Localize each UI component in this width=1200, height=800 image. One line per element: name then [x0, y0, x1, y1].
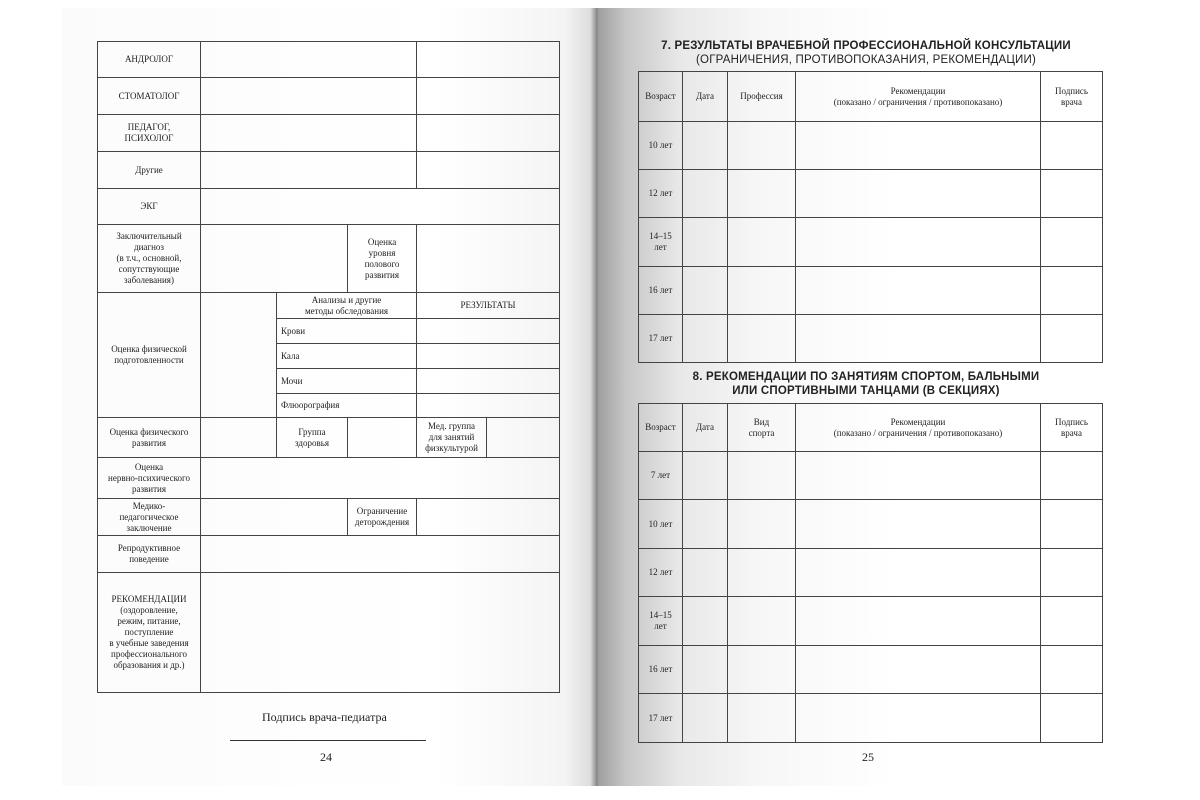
row-label-physical-development: Оценка физического развития — [98, 418, 201, 458]
signature-line — [230, 740, 426, 741]
signature-cell — [1041, 597, 1103, 646]
cell-final-diagnosis-value — [201, 225, 348, 293]
profession-cell — [728, 315, 796, 363]
signature-cell — [1041, 646, 1103, 694]
cell-childbearing-limit-value — [417, 499, 560, 536]
header-age: Возраст — [639, 72, 683, 122]
cell-others-value — [201, 152, 417, 189]
table-row — [639, 549, 1103, 597]
cell-psychologist-extra — [417, 115, 560, 152]
cell-dentist-extra — [417, 78, 560, 115]
table-row — [639, 500, 1103, 549]
label-med-group: Мед. группа для занятий физкультурой — [417, 418, 487, 458]
sport-cell — [728, 500, 796, 549]
medical-exam-table — [97, 41, 560, 693]
header-recommendations: Рекомендации (показано / ограничения / противопоказано) — [796, 404, 1041, 452]
row-label-andrologist: АНДРОЛОГ — [98, 42, 201, 78]
result-fluorography — [417, 394, 560, 418]
cell-psychologist-value — [201, 115, 417, 152]
recommendation-cell — [796, 694, 1041, 743]
date-cell — [683, 267, 728, 315]
date-cell — [683, 646, 728, 694]
date-cell — [683, 549, 728, 597]
age-cell: 17 лет — [639, 315, 683, 363]
header-signature: Подпись врача — [1041, 404, 1103, 452]
cell-dentist-value — [201, 78, 417, 115]
row-label-neuro-development: Оценка нервно-психического развития — [98, 458, 201, 499]
sport-cell — [728, 452, 796, 500]
date-cell — [683, 122, 728, 170]
recommendation-cell — [796, 597, 1041, 646]
analysis-stool: Кала — [277, 344, 417, 369]
page-number-left: 24 — [320, 750, 332, 764]
label-sexual-development: Оценка уровня полового развития — [348, 225, 417, 293]
section8-title: 8. РЕКОМЕНДАЦИИ ПО ЗАНЯТИЯМ СПОРТОМ, БАЛЬНЫМИ ИЛИ СПОРТИВНЫМИ ТАНЦАМИ (В СЕКЦИЯХ) — [692, 371, 1040, 397]
profession-cell — [728, 122, 796, 170]
header-signature: Подпись врача — [1041, 72, 1103, 122]
sport-cell — [728, 549, 796, 597]
signature-cell — [1041, 452, 1103, 500]
age-cell: 14–15 лет — [639, 597, 683, 646]
table-row — [639, 122, 1103, 170]
date-cell — [683, 597, 728, 646]
date-cell — [683, 500, 728, 549]
recommendation-cell — [796, 549, 1041, 597]
date-cell — [683, 218, 728, 267]
age-cell: 16 лет — [639, 646, 683, 694]
signature-cell — [1041, 315, 1103, 363]
signature-cell — [1041, 170, 1103, 218]
row-label-pedagogic-conclusion: Медико- педагогическое заключение — [98, 499, 201, 536]
cell-med-group-value — [487, 418, 560, 458]
row-label-others: Другие — [98, 152, 201, 189]
analysis-fluorography: Флюорография — [277, 394, 417, 418]
age-cell: 12 лет — [639, 170, 683, 218]
cell-others-extra — [417, 152, 560, 189]
profession-cell — [728, 170, 796, 218]
recommendation-cell — [796, 170, 1041, 218]
recommendation-cell — [796, 646, 1041, 694]
cell-andrologist-value — [201, 42, 417, 78]
age-cell: 10 лет — [639, 122, 683, 170]
left-page — [62, 8, 596, 786]
header-recommendations: Рекомендации (показано / ограничения / противопоказано) — [796, 72, 1041, 122]
recommendation-cell — [796, 452, 1041, 500]
cell-pedagogic-conclusion-value — [201, 499, 348, 536]
result-urine — [417, 369, 560, 394]
row-label-recommendations: РЕКОМЕНДАЦИИ (оздоровление, режим, питание, поступление в учебные заведения профессионального образования и др.) — [98, 573, 201, 693]
header-date: Дата — [683, 404, 728, 452]
cell-reproductive-behavior-value — [201, 536, 560, 573]
age-cell: 17 лет — [639, 694, 683, 743]
row-label-psychologist: ПЕДАГОГ, ПСИХОЛОГ — [98, 115, 201, 152]
table-row — [639, 170, 1103, 218]
cell-neuro-development-value — [201, 458, 560, 499]
cell-health-group-value — [348, 418, 417, 458]
recommendation-cell — [796, 500, 1041, 549]
row-label-final-diagnosis: Заключительный диагноз (в т.ч., основной, сопутствующие заболевания) — [98, 225, 201, 293]
sport-cell — [728, 694, 796, 743]
signature-cell — [1041, 267, 1103, 315]
row-label-ecg: ЭКГ — [98, 189, 201, 225]
signature-cell — [1041, 218, 1103, 267]
table-row — [639, 694, 1103, 743]
recommendation-cell — [796, 122, 1041, 170]
age-cell: 7 лет — [639, 452, 683, 500]
date-cell — [683, 170, 728, 218]
sport-cell — [728, 646, 796, 694]
cell-andrologist-extra — [417, 42, 560, 78]
page-number-right: 25 — [862, 750, 874, 764]
cell-sexual-development-value — [417, 225, 560, 293]
cell-physical-fitness-value — [201, 293, 277, 418]
date-cell — [683, 694, 728, 743]
results-header: РЕЗУЛЬТАТЫ — [417, 293, 560, 319]
result-blood — [417, 319, 560, 344]
analysis-urine: Мочи — [277, 369, 417, 394]
analyses-header: Анализы и другие методы обследования — [277, 293, 417, 319]
table-row — [639, 267, 1103, 315]
row-label-dentist: СТОМАТОЛОГ — [98, 78, 201, 115]
table-row — [639, 646, 1103, 694]
age-cell: 16 лет — [639, 267, 683, 315]
cell-ecg-value — [201, 189, 560, 225]
pediatrician-signature-label: Подпись врача-педиатра — [262, 710, 387, 724]
recommendation-cell — [796, 218, 1041, 267]
signature-cell — [1041, 500, 1103, 549]
result-stool — [417, 344, 560, 369]
header-date: Дата — [683, 72, 728, 122]
header-profession: Профессия — [728, 72, 796, 122]
sport-cell — [728, 597, 796, 646]
age-cell: 10 лет — [639, 500, 683, 549]
section7-title: 7. РЕЗУЛЬТАТЫ ВРАЧЕБНОЙ ПРОФЕССИОНАЛЬНОЙ КОНСУЛЬТАЦИИ (ОГРАНИЧЕНИЯ, ПРОТИВОПОКАЗАНИЯ, РЕКОМЕНДАЦИИ) — [661, 40, 1071, 66]
sport-recommendations-table — [638, 403, 1103, 743]
signature-cell — [1041, 549, 1103, 597]
age-cell: 12 лет — [639, 549, 683, 597]
date-cell — [683, 315, 728, 363]
right-page — [598, 8, 1140, 786]
signature-cell — [1041, 122, 1103, 170]
label-health-group: Группа здоровья — [277, 418, 348, 458]
age-cell: 14–15 лет — [639, 218, 683, 267]
analysis-blood: Крови — [277, 319, 417, 344]
signature-cell — [1041, 694, 1103, 743]
cell-physical-development-value — [201, 418, 277, 458]
row-label-physical-fitness: Оценка физической подготовленности — [98, 293, 201, 418]
row-label-reproductive-behavior: Репродуктивное поведение — [98, 536, 201, 573]
recommendation-cell — [796, 315, 1041, 363]
table-row — [639, 452, 1103, 500]
table-row — [639, 315, 1103, 363]
date-cell — [683, 452, 728, 500]
profession-cell — [728, 267, 796, 315]
professional-consultation-table — [638, 71, 1103, 363]
recommendation-cell — [796, 267, 1041, 315]
label-childbearing-limit: Ограничение деторождения — [348, 499, 417, 536]
table-row — [639, 597, 1103, 646]
header-sport: Вид спорта — [728, 404, 796, 452]
table-row — [639, 218, 1103, 267]
header-age: Возраст — [639, 404, 683, 452]
profession-cell — [728, 218, 796, 267]
cell-recommendations-value — [201, 573, 560, 693]
